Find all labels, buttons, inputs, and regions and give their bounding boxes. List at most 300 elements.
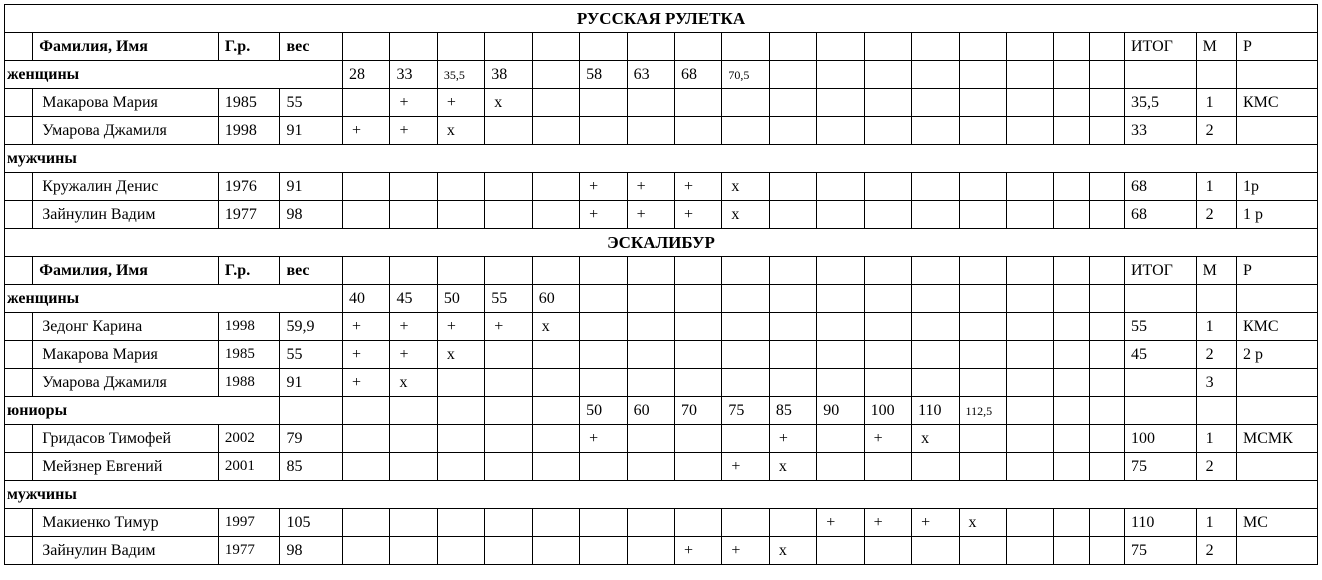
group-row: [5, 285, 1318, 313]
athlete-total: 33: [1124, 117, 1196, 145]
attempt-cell: [674, 89, 721, 117]
attempt-cell: +: [912, 509, 959, 537]
athlete-total: 35,5: [1124, 89, 1196, 117]
header-attempt-cell: [1054, 257, 1089, 285]
athlete-weight: 79: [280, 425, 343, 453]
athlete-year: 1998: [218, 313, 280, 341]
attempt-cell: [1006, 313, 1053, 341]
attempt-cell: +: [580, 173, 627, 201]
group-row: [5, 145, 1318, 173]
attempt-cell: [485, 117, 532, 145]
attempt-cell: [390, 537, 437, 565]
attempt-cell: [580, 453, 627, 481]
attempt-cell: [1006, 369, 1053, 397]
attempt-cell: +: [580, 201, 627, 229]
weight-cell: [959, 285, 1006, 313]
weight-cell: 112,5: [959, 397, 1006, 425]
attempt-cell: [485, 537, 532, 565]
athlete-rank: 1 р: [1236, 201, 1317, 229]
weight-cell: 60: [532, 285, 579, 313]
attempt-cell: [580, 341, 627, 369]
athlete-row: [5, 201, 1318, 229]
header-attempt-cell: [1006, 257, 1053, 285]
attempt-cell: [769, 509, 816, 537]
attempt-cell: [343, 453, 390, 481]
attempt-cell: +: [437, 313, 484, 341]
weight-cell: [1054, 285, 1089, 313]
athlete-row: [5, 369, 1318, 397]
attempt-cell: [912, 537, 959, 565]
athlete-place: 3: [1196, 369, 1236, 397]
group-place-cell: [1196, 61, 1236, 89]
attempt-cell: [912, 89, 959, 117]
athlete-row: [5, 117, 1318, 145]
attempt-cell: [437, 509, 484, 537]
attempt-cell: [864, 369, 911, 397]
weight-cell: [769, 61, 816, 89]
attempt-cell: [437, 453, 484, 481]
athlete-weight: 55: [280, 89, 343, 117]
athlete-place: 2: [1196, 341, 1236, 369]
athlete-total: 110: [1124, 509, 1196, 537]
attempt-cell: [343, 425, 390, 453]
weight-cell: [912, 285, 959, 313]
attempt-cell: [1089, 117, 1124, 145]
athlete-weight: 98: [280, 201, 343, 229]
attempt-cell: [485, 425, 532, 453]
attempt-cell: [769, 201, 816, 229]
attempt-cell: +: [437, 89, 484, 117]
header-attempt-cell: [1054, 33, 1089, 61]
athlete-row: [5, 341, 1318, 369]
header-attempt-cell: [864, 257, 911, 285]
athlete-name: Зайнулин Вадим: [33, 537, 219, 565]
attempt-cell: [864, 201, 911, 229]
header-place: М: [1196, 33, 1236, 61]
weight-cell: [769, 285, 816, 313]
athlete-year: 1976: [218, 173, 280, 201]
athlete-place: 1: [1196, 173, 1236, 201]
attempt-cell: [959, 369, 1006, 397]
attempt-cell: +: [390, 313, 437, 341]
header-attempt-cell: [912, 33, 959, 61]
athlete-name: Мейзнер Евгений: [33, 453, 219, 481]
attempt-cell: х: [390, 369, 437, 397]
athlete-rank: 1р: [1236, 173, 1317, 201]
attempt-cell: [343, 89, 390, 117]
attempt-cell: х: [437, 117, 484, 145]
attempt-cell: [959, 425, 1006, 453]
attempt-cell: +: [390, 341, 437, 369]
header-attempt-cell: [722, 257, 769, 285]
athlete-place: 2: [1196, 117, 1236, 145]
attempt-cell: [1089, 537, 1124, 565]
attempt-cell: [627, 341, 674, 369]
attempt-cell: [485, 341, 532, 369]
attempt-cell: [627, 117, 674, 145]
attempt-cell: [722, 117, 769, 145]
attempt-cell: +: [485, 313, 532, 341]
weight-cell: 50: [580, 397, 627, 425]
athlete-rank: КМС: [1236, 89, 1317, 117]
attempt-cell: [959, 117, 1006, 145]
attempt-cell: [1089, 509, 1124, 537]
athlete-row: [5, 173, 1318, 201]
athlete-total: 55: [1124, 313, 1196, 341]
athlete-row: [5, 509, 1318, 537]
attempt-cell: [817, 537, 864, 565]
weight-cell: [1089, 285, 1124, 313]
attempt-cell: +: [627, 201, 674, 229]
attempt-cell: [1054, 369, 1089, 397]
weight-cell: [912, 61, 959, 89]
attempt-cell: [1054, 509, 1089, 537]
group-label: юниоры: [5, 397, 219, 425]
athlete-rank: [1236, 369, 1317, 397]
athlete-rank: МС: [1236, 509, 1317, 537]
athlete-name: Зедонг Карина: [33, 313, 219, 341]
athlete-place: 2: [1196, 537, 1236, 565]
header-attempt-cell: [532, 257, 579, 285]
header-attempt-cell: [674, 33, 721, 61]
attempt-cell: х: [769, 537, 816, 565]
attempt-cell: х: [722, 201, 769, 229]
attempt-cell: [674, 341, 721, 369]
athlete-rank: КМС: [1236, 313, 1317, 341]
athlete-rank: [1236, 537, 1317, 565]
attempt-cell: [1089, 201, 1124, 229]
weight-cell: [1089, 397, 1124, 425]
attempt-cell: [912, 313, 959, 341]
attempt-cell: [817, 89, 864, 117]
weight-cell: 90: [817, 397, 864, 425]
attempt-cell: +: [580, 425, 627, 453]
weight-cell: [1006, 397, 1053, 425]
weight-cell: [722, 285, 769, 313]
attempt-cell: [1054, 453, 1089, 481]
header-attempt-cell: [485, 257, 532, 285]
header-year: Г.р.: [218, 257, 280, 285]
attempt-cell: [485, 201, 532, 229]
attempt-cell: [532, 509, 579, 537]
attempt-cell: [627, 509, 674, 537]
attempt-cell: [864, 117, 911, 145]
athlete-weight: 91: [280, 117, 343, 145]
attempt-cell: +: [390, 89, 437, 117]
header-attempt-cell: [1089, 257, 1124, 285]
weight-cell: 63: [627, 61, 674, 89]
weight-cell: [1006, 61, 1053, 89]
group-rank-cell: [1236, 285, 1317, 313]
athlete-total: [1124, 369, 1196, 397]
weight-cell: 68: [674, 61, 721, 89]
header-attempt-cell: [580, 33, 627, 61]
attempt-cell: [722, 509, 769, 537]
header-attempt-cell: [959, 33, 1006, 61]
attempt-cell: [722, 313, 769, 341]
group-rank-cell: [1236, 61, 1317, 89]
attempt-cell: [959, 201, 1006, 229]
section-title-row: [5, 229, 1318, 257]
athlete-total: 68: [1124, 173, 1196, 201]
athlete-year: 1988: [218, 369, 280, 397]
group-row: [5, 397, 1318, 425]
results-table: [4, 4, 1318, 565]
attempt-cell: [1006, 537, 1053, 565]
athlete-total: 75: [1124, 537, 1196, 565]
attempt-cell: [343, 201, 390, 229]
attempt-cell: +: [722, 537, 769, 565]
attempt-cell: [485, 369, 532, 397]
attempt-cell: [1089, 173, 1124, 201]
header-row: [5, 33, 1318, 61]
header-attempt-cell: [627, 33, 674, 61]
attempt-cell: [580, 313, 627, 341]
attempt-cell: [674, 509, 721, 537]
attempt-cell: [1089, 425, 1124, 453]
athlete-rank: [1236, 453, 1317, 481]
athlete-weight: 98: [280, 537, 343, 565]
row-indent: [5, 453, 33, 481]
athlete-name: Умарова Джамиля: [33, 369, 219, 397]
attempt-cell: [959, 89, 1006, 117]
athlete-row: [5, 453, 1318, 481]
attempt-cell: [1006, 341, 1053, 369]
athlete-total: 100: [1124, 425, 1196, 453]
header-attempt-cell: [912, 257, 959, 285]
attempt-cell: +: [817, 509, 864, 537]
athlete-weight: 55: [280, 341, 343, 369]
attempt-cell: [674, 313, 721, 341]
attempt-cell: [674, 425, 721, 453]
weight-cell: 40: [343, 285, 390, 313]
athlete-total: 45: [1124, 341, 1196, 369]
attempt-cell: [390, 173, 437, 201]
attempt-cell: [532, 537, 579, 565]
attempt-cell: [1006, 201, 1053, 229]
attempt-cell: [1006, 425, 1053, 453]
athlete-year: 1998: [218, 117, 280, 145]
group-spacer: [218, 397, 280, 425]
attempt-cell: х: [437, 341, 484, 369]
athlete-year: 1997: [218, 509, 280, 537]
attempt-cell: [817, 173, 864, 201]
attempt-cell: +: [674, 201, 721, 229]
header-attempt-cell: [864, 33, 911, 61]
weight-cell: [1006, 285, 1053, 313]
row-indent: [5, 425, 33, 453]
weight-cell: [817, 61, 864, 89]
attempt-cell: [959, 537, 1006, 565]
attempt-cell: [912, 369, 959, 397]
header-attempt-cell: [722, 33, 769, 61]
weight-cell: [485, 397, 532, 425]
weight-cell: [817, 285, 864, 313]
group-label: женщины: [5, 61, 343, 89]
header-attempt-cell: [674, 257, 721, 285]
header-name: Фамилия, Имя: [33, 257, 219, 285]
attempt-cell: [769, 117, 816, 145]
header-place: М: [1196, 257, 1236, 285]
header-blank: [5, 33, 33, 61]
header-rank: Р: [1236, 257, 1317, 285]
weight-cell: 85: [769, 397, 816, 425]
header-attempt-cell: [817, 257, 864, 285]
attempt-cell: [1054, 201, 1089, 229]
attempt-cell: [912, 173, 959, 201]
weight-cell: [1089, 61, 1124, 89]
attempt-cell: [722, 369, 769, 397]
attempt-cell: [1006, 117, 1053, 145]
athlete-weight: 105: [280, 509, 343, 537]
header-weight: вес: [280, 33, 343, 61]
attempt-cell: [912, 201, 959, 229]
attempt-cell: +: [343, 313, 390, 341]
attempt-cell: [864, 89, 911, 117]
athlete-weight: 91: [280, 369, 343, 397]
attempt-cell: [1006, 453, 1053, 481]
group-total-cell: [1124, 61, 1196, 89]
attempt-cell: [912, 117, 959, 145]
athlete-year: 1985: [218, 341, 280, 369]
attempt-cell: [532, 89, 579, 117]
group-label: мужчины: [5, 481, 1318, 509]
attempt-cell: [817, 117, 864, 145]
group-spacer: [280, 397, 343, 425]
attempt-cell: [1006, 173, 1053, 201]
header-name: Фамилия, Имя: [33, 33, 219, 61]
row-indent: [5, 369, 33, 397]
weight-cell: 70: [674, 397, 721, 425]
attempt-cell: [343, 537, 390, 565]
athlete-row: [5, 89, 1318, 117]
header-attempt-cell: [959, 257, 1006, 285]
attempt-cell: +: [674, 173, 721, 201]
athlete-row: [5, 425, 1318, 453]
header-total: ИТОГ: [1124, 33, 1196, 61]
athlete-place: 2: [1196, 453, 1236, 481]
athlete-rank: 2 р: [1236, 341, 1317, 369]
attempt-cell: [390, 201, 437, 229]
attempt-cell: [959, 313, 1006, 341]
attempt-cell: х: [532, 313, 579, 341]
athlete-place: 1: [1196, 425, 1236, 453]
attempt-cell: +: [864, 425, 911, 453]
attempt-cell: [532, 453, 579, 481]
weight-cell: [1054, 61, 1089, 89]
attempt-cell: [1054, 313, 1089, 341]
attempt-cell: [912, 453, 959, 481]
attempt-cell: [580, 537, 627, 565]
weight-cell: 70,5: [722, 61, 769, 89]
weight-cell: 45: [390, 285, 437, 313]
attempt-cell: [722, 425, 769, 453]
attempt-cell: [817, 201, 864, 229]
row-indent: [5, 201, 33, 229]
attempt-cell: [532, 201, 579, 229]
attempt-cell: [864, 453, 911, 481]
attempt-cell: +: [343, 341, 390, 369]
attempt-cell: [343, 173, 390, 201]
header-attempt-cell: [627, 257, 674, 285]
attempt-cell: +: [722, 453, 769, 481]
athlete-name: Макиенко Тимур: [33, 509, 219, 537]
row-indent: [5, 537, 33, 565]
header-attempt-cell: [343, 33, 390, 61]
attempt-cell: [864, 173, 911, 201]
attempt-cell: [1089, 453, 1124, 481]
attempt-cell: [627, 313, 674, 341]
attempt-cell: [864, 537, 911, 565]
attempt-cell: [864, 313, 911, 341]
attempt-cell: [817, 341, 864, 369]
attempt-cell: [485, 173, 532, 201]
athlete-name: Кружалин Денис: [33, 173, 219, 201]
attempt-cell: [532, 173, 579, 201]
weight-cell: [532, 61, 579, 89]
attempt-cell: [1089, 369, 1124, 397]
row-indent: [5, 89, 33, 117]
attempt-cell: [1054, 117, 1089, 145]
athlete-name: Умарова Джамиля: [33, 117, 219, 145]
attempt-cell: [1089, 313, 1124, 341]
attempt-cell: [959, 341, 1006, 369]
attempt-cell: [627, 453, 674, 481]
athlete-name: Гридасов Тимофей: [33, 425, 219, 453]
athlete-total: 68: [1124, 201, 1196, 229]
header-blank: [5, 257, 33, 285]
weight-cell: 60: [627, 397, 674, 425]
attempt-cell: [817, 425, 864, 453]
athlete-year: 1985: [218, 89, 280, 117]
attempt-cell: [959, 173, 1006, 201]
attempt-cell: [1089, 341, 1124, 369]
group-row: [5, 481, 1318, 509]
attempt-cell: х: [912, 425, 959, 453]
attempt-cell: [674, 369, 721, 397]
athlete-place: 2: [1196, 201, 1236, 229]
attempt-cell: х: [959, 509, 1006, 537]
attempt-cell: [437, 369, 484, 397]
group-place-cell: [1196, 285, 1236, 313]
athlete-name: Макарова Мария: [33, 89, 219, 117]
weight-cell: [864, 61, 911, 89]
attempt-cell: [437, 201, 484, 229]
group-total-cell: [1124, 397, 1196, 425]
attempt-cell: [390, 509, 437, 537]
attempt-cell: [769, 341, 816, 369]
athlete-row: [5, 313, 1318, 341]
row-indent: [5, 117, 33, 145]
attempt-cell: [1089, 89, 1124, 117]
attempt-cell: [674, 117, 721, 145]
athlete-weight: 91: [280, 173, 343, 201]
athlete-year: 1977: [218, 537, 280, 565]
attempt-cell: [959, 453, 1006, 481]
weight-cell: 35,5: [437, 61, 484, 89]
attempt-cell: [1054, 537, 1089, 565]
attempt-cell: [390, 453, 437, 481]
weight-cell: [1054, 397, 1089, 425]
weight-cell: [674, 285, 721, 313]
group-label: женщины: [5, 285, 343, 313]
athlete-rank: МСМК: [1236, 425, 1317, 453]
attempt-cell: [1054, 341, 1089, 369]
attempt-cell: [485, 453, 532, 481]
attempt-cell: [769, 173, 816, 201]
weight-cell: 75: [722, 397, 769, 425]
group-row: [5, 61, 1318, 89]
